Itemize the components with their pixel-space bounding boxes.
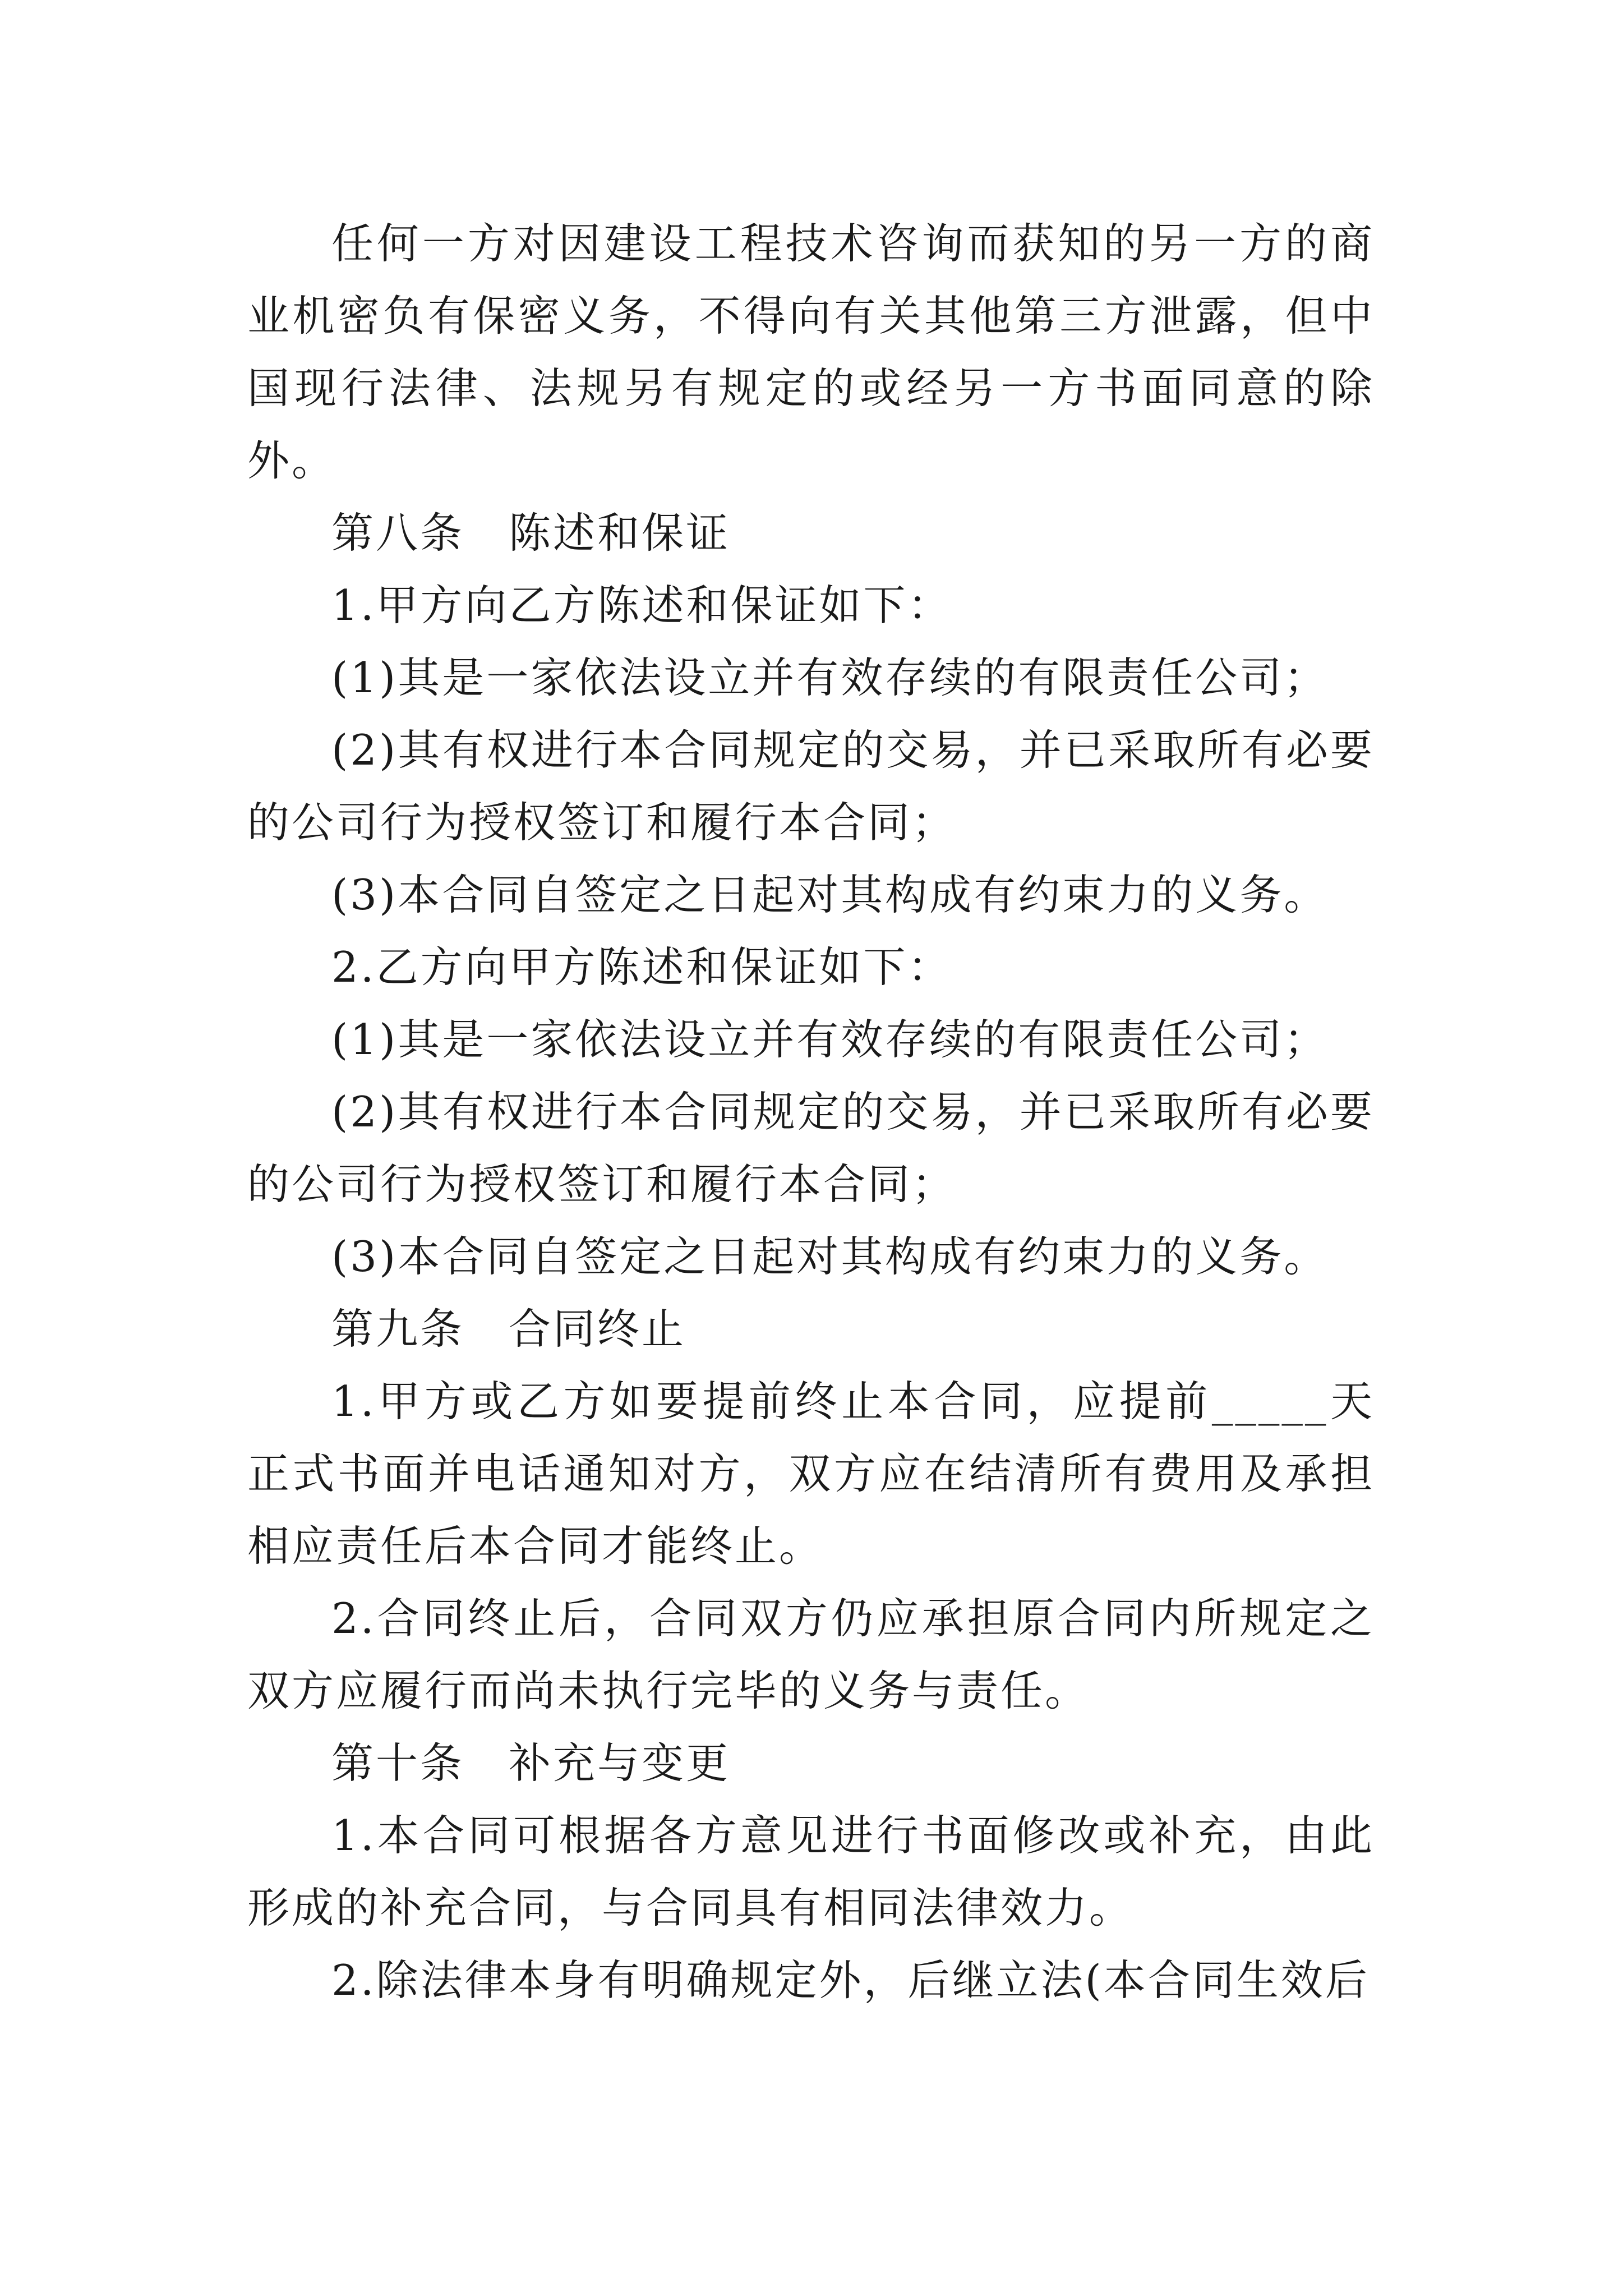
paragraph: (1)其是一家依法设立并有效存续的有限责任公司； [331,653,1329,702]
article-9-heading: 第九条 合同终止 [331,1304,686,1354]
paragraph: 1.甲方向乙方陈述和保证如下： [331,581,952,630]
article-8-heading: 第八条 陈述和保证 [331,508,731,558]
paragraph: 2.乙方向甲方陈述和保证如下： [331,942,952,992]
document-body [247,208,1375,2017]
paragraph: 2.除法律本身有明确规定外，后继立法(本合同生效后 [331,1955,1370,2005]
paragraph: 1.甲方或乙方如要提前终止本合同，应提前_____天正式书面并电话通知对方，双方应在结清所有费用及承担相应责任后本合同才能终止。 [247,1377,1375,1571]
paragraph: (2)其有权进行本合同规定的交易，并已采取所有必要的公司行为授权签订和履行本合同； [247,1087,1375,1209]
paragraph: (1)其是一家依法设立并有效存续的有限责任公司； [331,1015,1329,1064]
paragraph: (2)其有权进行本合同规定的交易，并已采取所有必要的公司行为授权签订和履行本合同； [247,725,1375,847]
paragraph: 2.合同终止后，合同双方仍应承担原合同内所规定之双方应履行而尚未执行完毕的义务与责任。 [247,1594,1375,1715]
paragraph-confidentiality: 任何一方对因建设工程技术咨询而获知的另一方的商业机密负有保密义务，不得向有关其他第三方泄露，但中国现行法律、法规另有规定的或经另一方书面同意的除外。 [247,219,1375,485]
paragraph: (3)本合同自签定之日起对其构成有约束力的义务。 [331,870,1329,919]
paragraph: 1.本合同可根据各方意见进行书面修改或补充，由此形成的补充合同，与合同具有相同法律效力。 [247,1811,1375,1932]
paragraph: (3)本合同自签定之日起对其构成有约束力的义务。 [331,1232,1329,1281]
article-10-heading: 第十条 补充与变更 [331,1738,731,1788]
